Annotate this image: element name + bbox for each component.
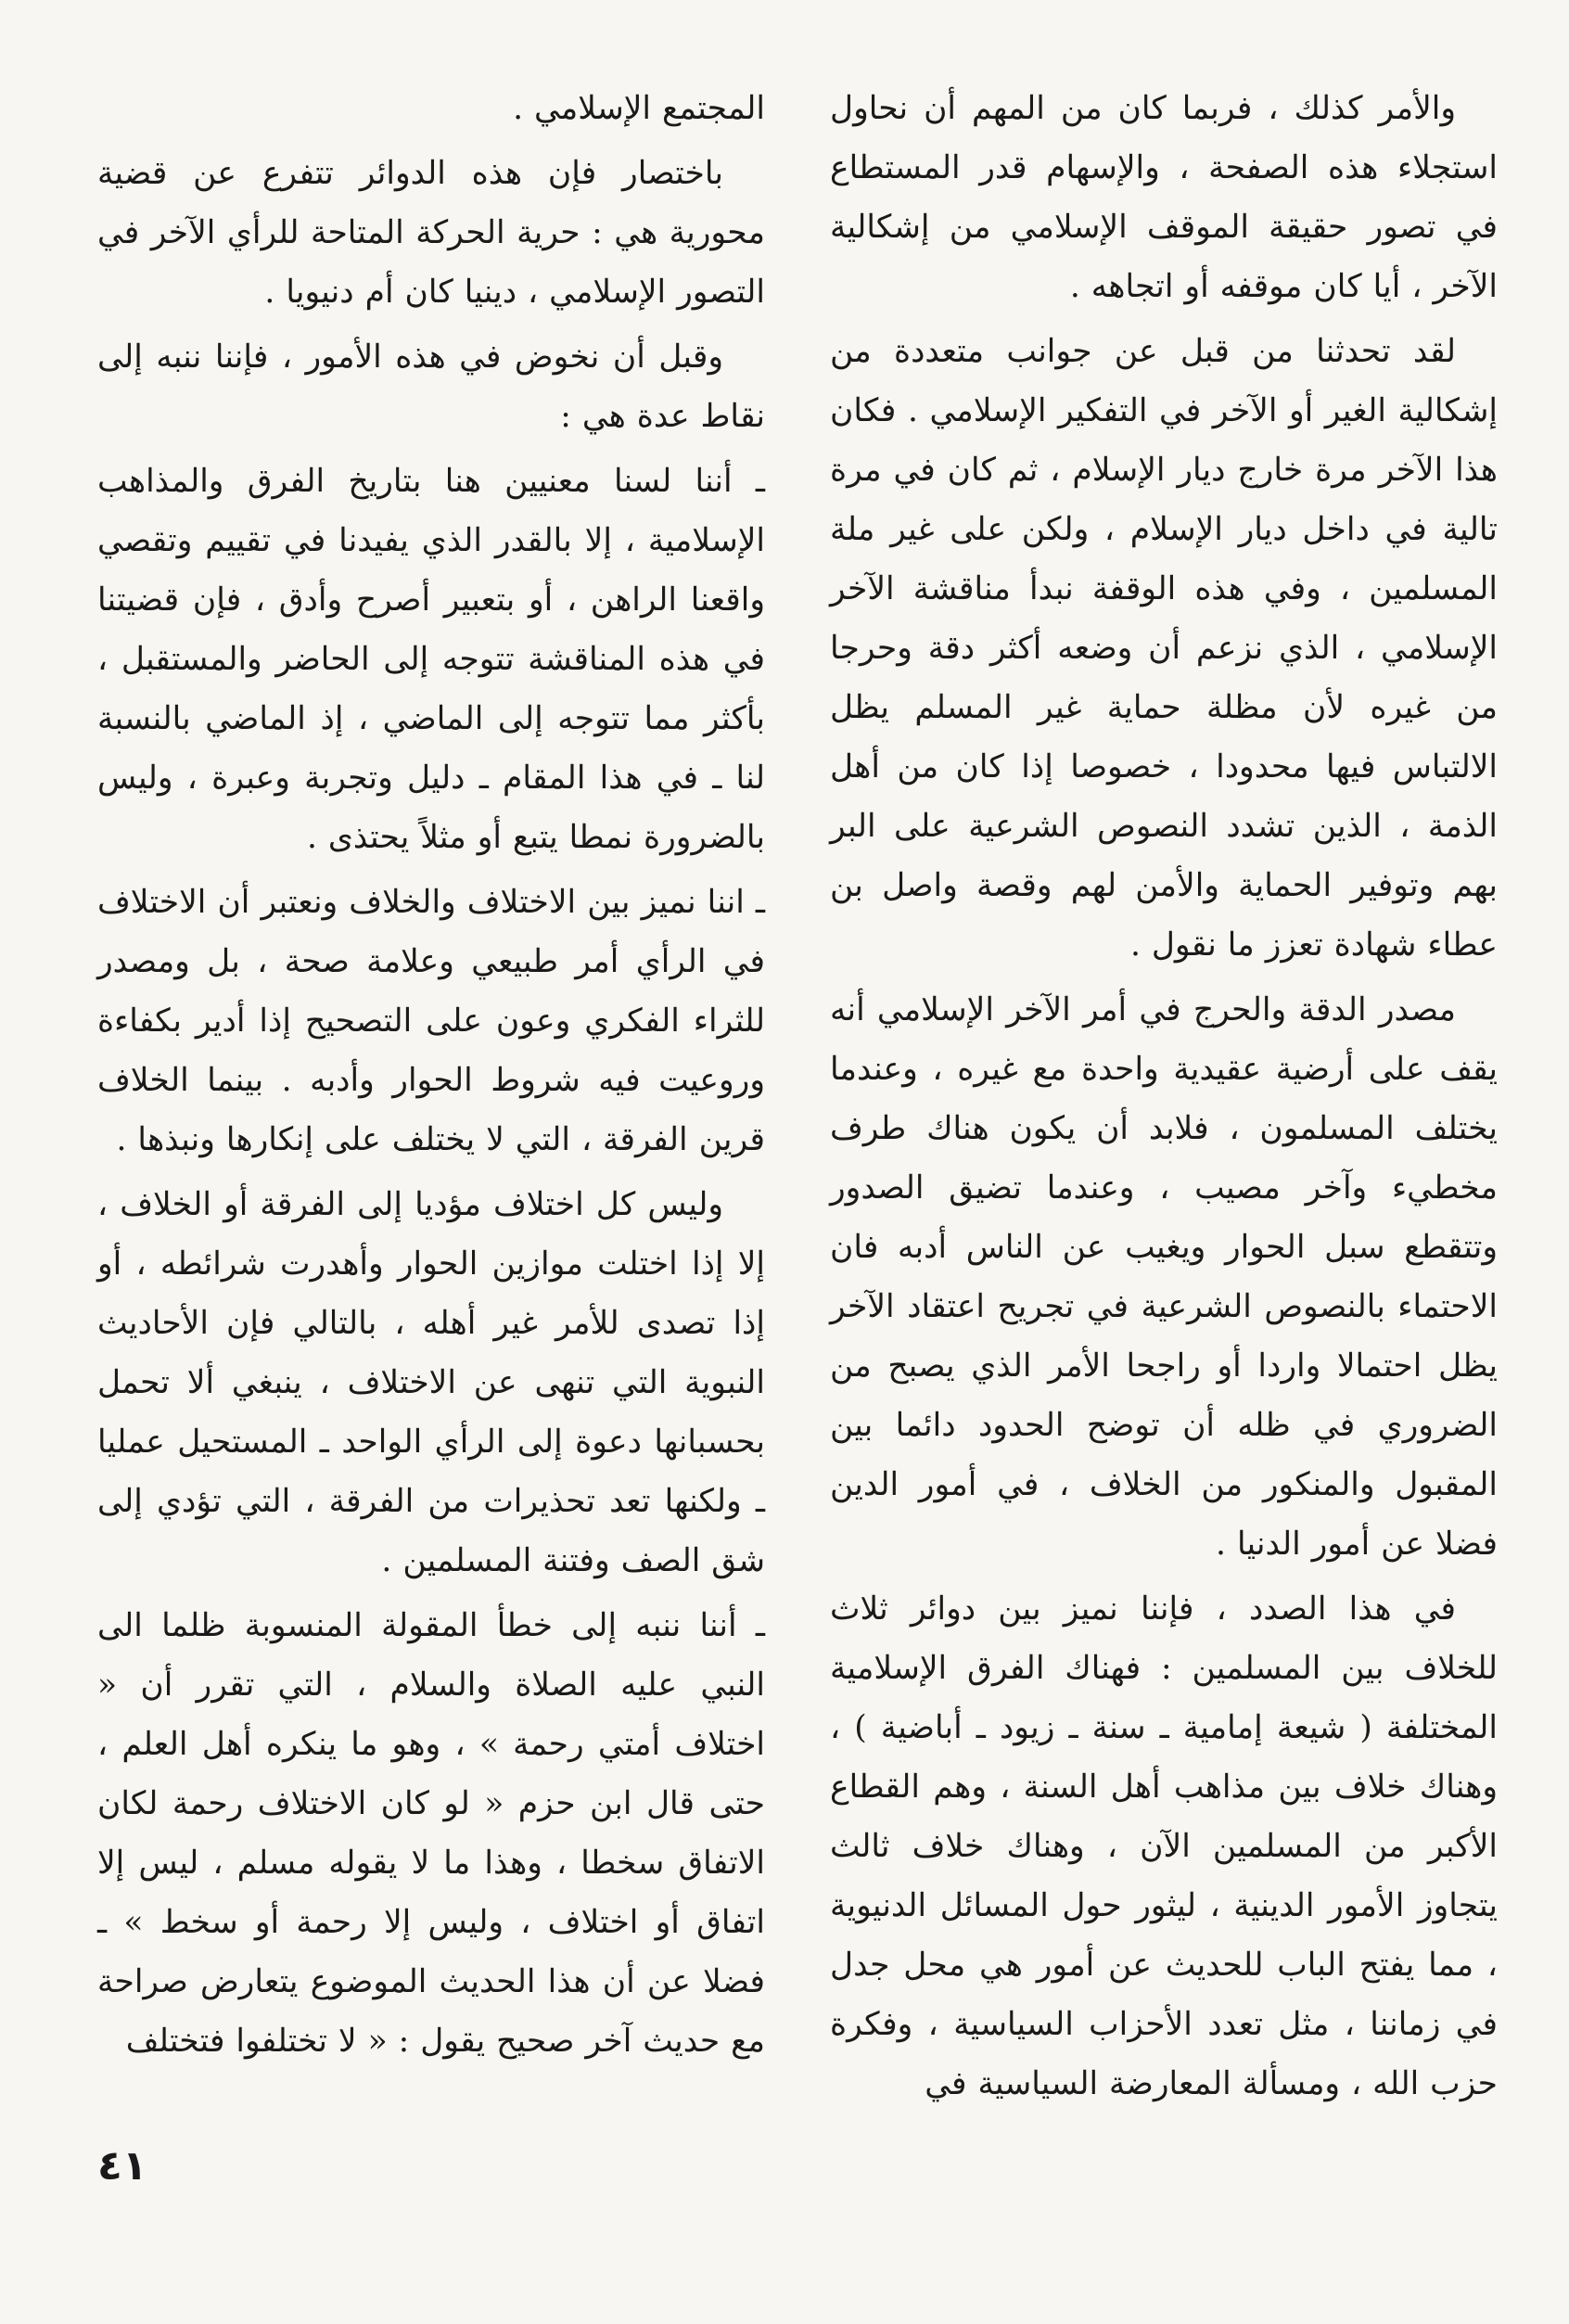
paragraph: ـ أننا ننبه إلى خطأ المقولة المنسوبة ظلما الى النبي عليه الصلاة والسلام ، التي تقرر أن « اختلاف أمتي رحمة » ، وهو ما ينكره أهل العلم ، حتى قال ابن حزم « لو كان الاختلاف رحمة لكان الاتفاق سخطا ، وهذا ما لا يقوله مسلم ، ليس إلا اتفاق أو اختلاف ، وليس إلا رحمة أو سخط » ـ فضلا عن أن هذا الحديث الموضوع يتعارض صراحة مع حديث آخر صحيح يقول : « لا تختلفوا فتختلف — [97, 1607, 765, 2060]
paragraph: المجتمع الإسلامي . — [513, 90, 765, 127]
paragraph: والأمر كذلك ، فربما كان من المهم أن نحاول استجلاء هذه الصفحة ، والإسهام قدر المستطاع في تصور حقيقة الموقف الإسلامي من إشكالية الآخر ، أيا كان موقفه أو اتجاهه . — [830, 90, 1498, 305]
left-column — [97, 79, 765, 2071]
paragraph: ـ اننا نميز بين الاختلاف والخلاف ونعتبر أن الاختلاف في الرأي أمر طبيعي وعلامة صحة ، بل ومصدر للثراء الفكري وعون على التصحيح إذا أدير بكفاءة وروعيت فيه شروط الحوار وأدبه . بينما الخلاف قرين الفرقة ، التي لا يختلف على إنكارها ونبذها . — [97, 884, 765, 1158]
paragraph: ـ أننا لسنا معنيين هنا بتاريخ الفرق والمذاهب الإسلامية ، إلا بالقدر الذي يفيدنا في تقييم وتقصي واقعنا الراهن ، أو بتعبير أصرح وأدق ، فإن قضيتنا في هذه المناقشة تتوجه إلى الحاضر والمستقبل ، بأكثر مما تتوجه إلى الماضي ، إذ الماضي بالنسبة لنا ـ في هذا المقام ـ دليل وتجربة وعبرة ، وليس بالضرورة نمطا يتبع أو مثلاً يحتذى . — [97, 463, 765, 856]
paragraph: وليس كل اختلاف مؤديا إلى الفرقة أو الخلاف ، إلا إذا اختلت موازين الحوار وأهدرت شرائطه ، أو إذا تصدى للأمر غير أهله ، بالتالي فإن الأحاديث النبوية التي تنهى عن الاختلاف ، ينبغي ألا تحمل بحسبانها دعوة إلى الرأي الواحد ـ المستحيل عمليا ـ ولكنها تعد تحذيرات من الفرقة ، التي تؤدي إلى شق الصف وفتنة المسلمين . — [97, 1186, 765, 1579]
right-column — [830, 79, 1498, 2113]
paragraph: مصدر الدقة والحرج في أمر الآخر الإسلامي أنه يقف على أرضية عقيدية واحدة مع غيره ، وعندما يختلف المسلمون ، فلابد أن يكون هناك طرف مخطيء وآخر مصيب ، وعندما تضيق الصدور وتتقطع سبل الحوار ويغيب عن الناس أدبه فان الاحتماء بالنصوص الشرعية في تجريح اعتقاد الآخر يظل احتمالا واردا أو راجحا الأمر الذي يصبح من الضروري في ظله أن توضح الحدود دائما بين المقبول والمنكور من الخلاف ، في أمور الدين فضلا عن أمور الدنيا . — [830, 991, 1498, 1563]
paragraph: لقد تحدثنا من قبل عن جوانب متعددة من إشكالية الغير أو الآخر في التفكير الإسلامي . فكان هذا الآخر مرة خارج ديار الإسلام ، ثم كان في مرة تالية في داخل ديار الإسلام ، ولكن على غير ملة المسلمين ، وفي هذه الوقفة نبدأ مناقشة الآخر الإسلامي ، الذي نزعم أن وضعه أكثر دقة وحرجا من غيره لأن مظلة حماية غير المسلم يظل الالتباس فيها محدودا ، خصوصا إذا كان من أهل الذمة ، الذين تشدد النصوص الشرعية على البر بهم وتوفير الحماية والأمن لهم وقصة واصل بن عطاء شهادة تعزز ما نقول . — [830, 333, 1498, 964]
paragraph: باختصار فإن هذه الدوائر تتفرع عن قضية محورية هي : حرية الحركة المتاحة للرأي الآخر في التصور الإسلامي ، دينيا كان أم دنيويا . — [97, 155, 765, 311]
page-number: ٤١ — [97, 2142, 147, 2190]
paragraph: وقبل أن نخوض في هذه الأمور ، فإننا ننبه إلى نقاط عدة هي : — [97, 338, 765, 435]
paragraph: في هذا الصدد ، فإننا نميز بين دوائر ثلاث للخلاف بين المسلمين : فهناك الفرق الإسلامية المختلفة ( شيعة إمامية ـ سنة ـ زيود ـ أباضية ) ، وهناك خلاف بين مذاهب أهل السنة ، وهم القطاع الأكبر من المسلمين الآن ، وهناك خلاف ثالث يتجاوز الأمور الدينية ، ليثور حول المسائل الدنيوية ، مما يفتح الباب للحديث عن أمور هي محل جدل في زماننا ، مثل تعدد الأحزاب السياسية ، وفكرة حزب الله ، ومسألة المعارضة السياسية في — [830, 1590, 1498, 2102]
